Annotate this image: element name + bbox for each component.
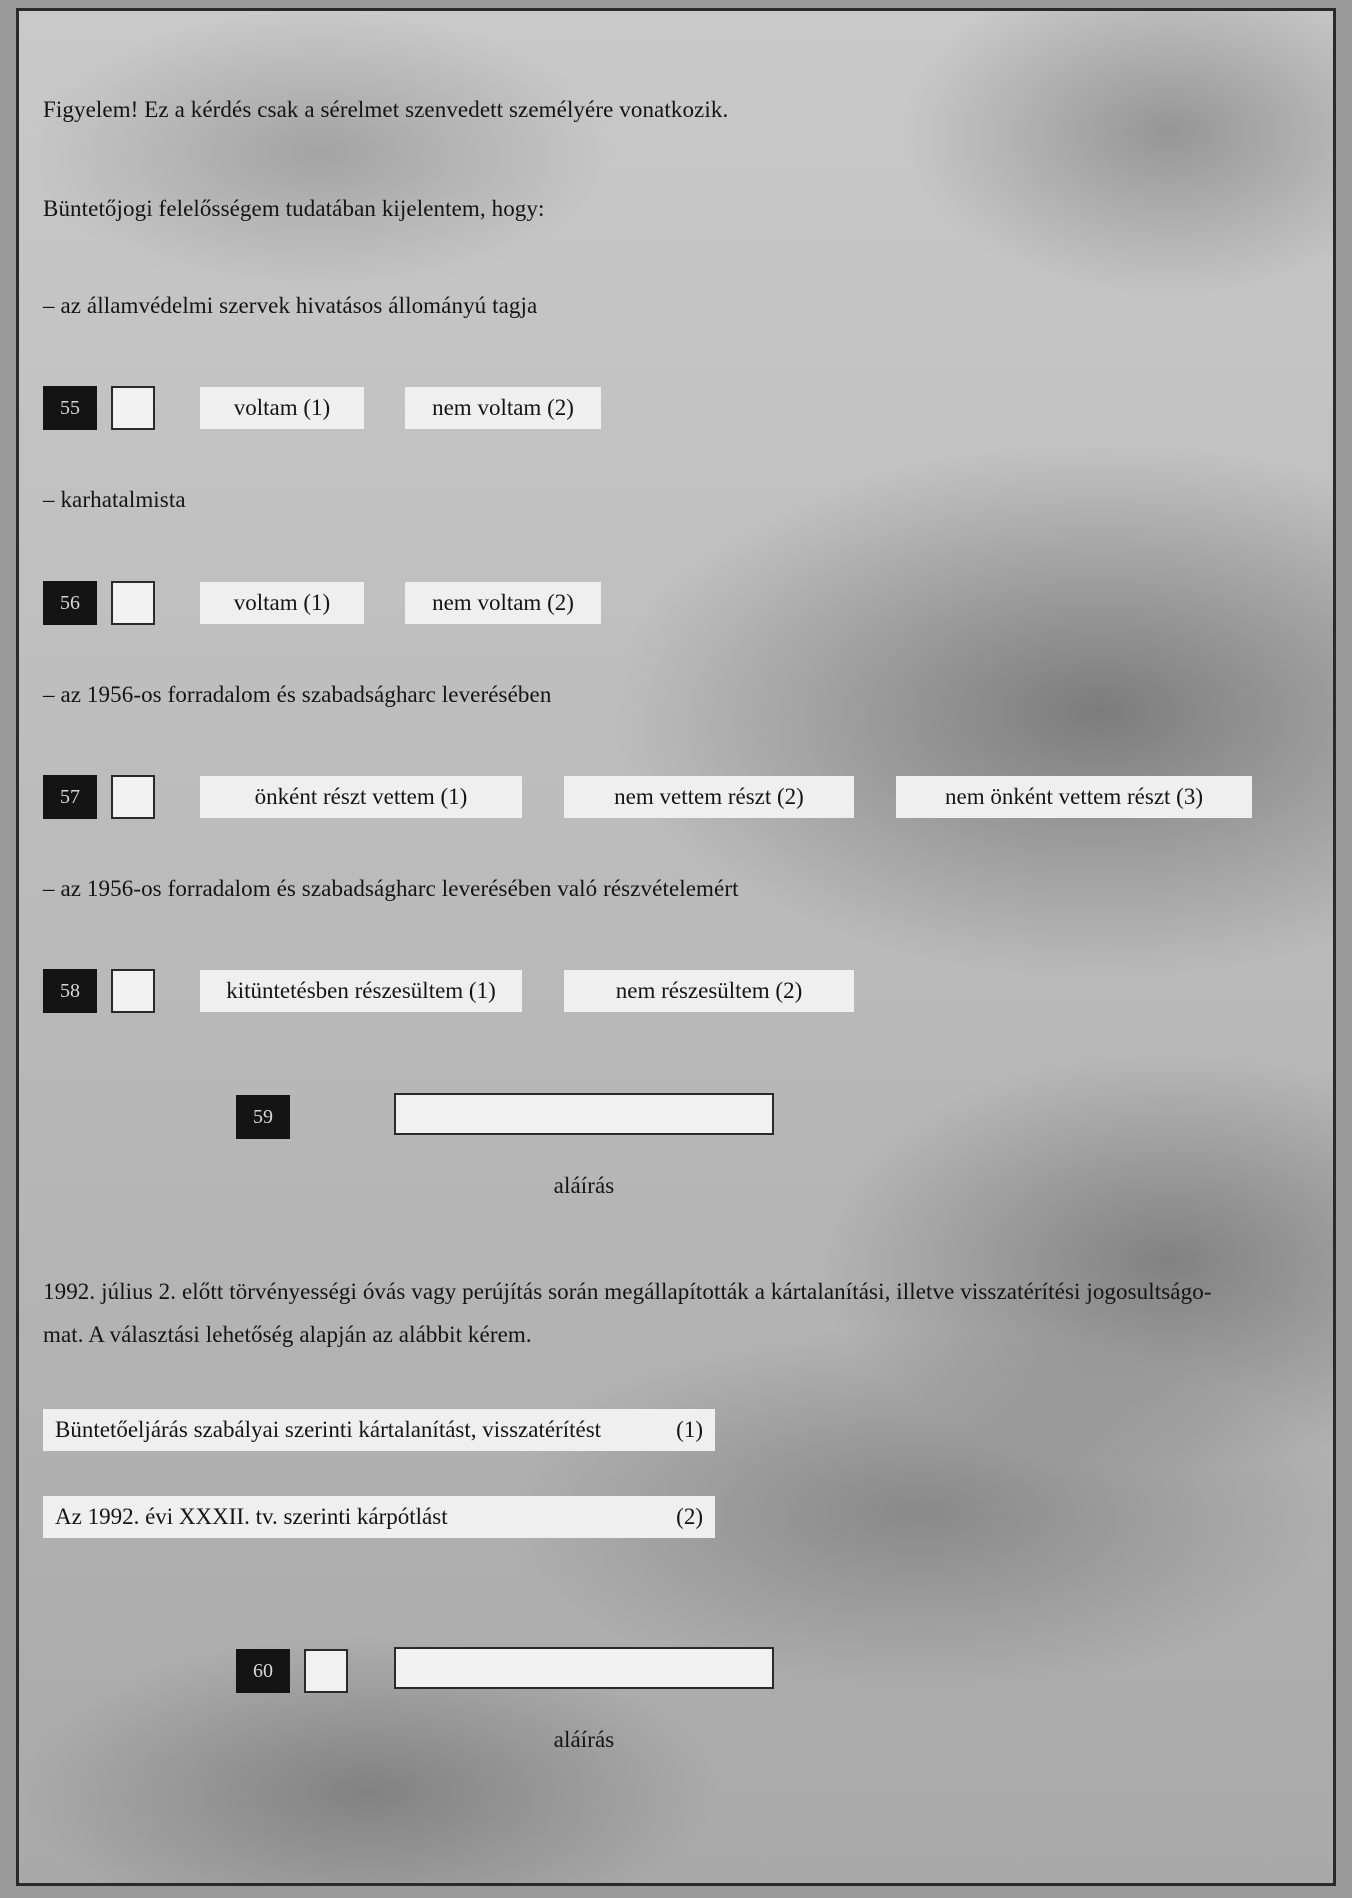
warning-text: Figyelem! Ez a kérdés csak a sérelmet szenvedett személyére vonatkozik. — [43, 97, 729, 122]
option-57-2[interactable]: nem vettem részt (2) — [564, 776, 854, 818]
option-55-1[interactable]: voltam (1) — [200, 387, 364, 429]
question-number-60: 60 — [236, 1649, 290, 1693]
form-page — [16, 8, 1336, 1886]
option-56-2[interactable]: nem voltam (2) — [405, 582, 601, 624]
signature-field-59[interactable] — [394, 1093, 774, 1135]
answer-box-60[interactable] — [304, 1649, 348, 1693]
choice-1-code: (1) — [676, 1417, 703, 1442]
declaration-text: Büntetőjogi felelősségem tudatában kijelentem, hogy: — [43, 196, 545, 221]
signature-label-59: aláírás — [553, 1173, 615, 1198]
choice-1-label: Büntetőeljárás szabályai szerinti kártalanítást, visszatérítést — [55, 1417, 602, 1442]
answer-box-57[interactable] — [111, 775, 155, 819]
signature-field-60[interactable] — [394, 1647, 774, 1689]
question-number-58: 58 — [43, 969, 97, 1013]
option-58-1[interactable]: kitüntetésben részesültem (1) — [200, 970, 522, 1012]
question-57-text: – az 1956-os forradalom és szabadságharc leverésében — [43, 682, 552, 707]
choice-1[interactable] — [43, 1409, 715, 1451]
choice-2-code: (2) — [676, 1504, 703, 1529]
question-number-56: 56 — [43, 581, 97, 625]
option-55-2[interactable]: nem voltam (2) — [405, 387, 601, 429]
paragraph-line-1: 1992. július 2. előtt törvényességi óvás vagy perújítás során megállapították a kártalanítási, illetve visszatérítési jogosultságo- — [43, 1279, 1212, 1304]
answer-box-55[interactable] — [111, 386, 155, 430]
question-56-text: – karhatalmista — [43, 487, 186, 512]
question-number-55: 55 — [43, 386, 97, 430]
question-number-57: 57 — [43, 775, 97, 819]
question-55-text: – az államvédelmi szervek hivatásos állományú tagja — [43, 293, 538, 318]
signature-label-60: aláírás — [553, 1727, 615, 1752]
option-57-3[interactable]: nem önként vettem részt (3) — [896, 776, 1252, 818]
paragraph-line-2: mat. A választási lehetőség alapján az alábbit kérem. — [43, 1322, 532, 1347]
choice-2-label: Az 1992. évi XXXII. tv. szerinti kárpótlást — [55, 1504, 448, 1529]
answer-box-56[interactable] — [111, 581, 155, 625]
question-number-59: 59 — [236, 1095, 290, 1139]
answer-box-58[interactable] — [111, 969, 155, 1013]
option-57-1[interactable]: önként részt vettem (1) — [200, 776, 522, 818]
option-58-2[interactable]: nem részesültem (2) — [564, 970, 854, 1012]
question-58-text: – az 1956-os forradalom és szabadságharc leverésében való részvételemért — [43, 876, 739, 901]
choice-2[interactable] — [43, 1496, 715, 1538]
option-56-1[interactable]: voltam (1) — [200, 582, 364, 624]
